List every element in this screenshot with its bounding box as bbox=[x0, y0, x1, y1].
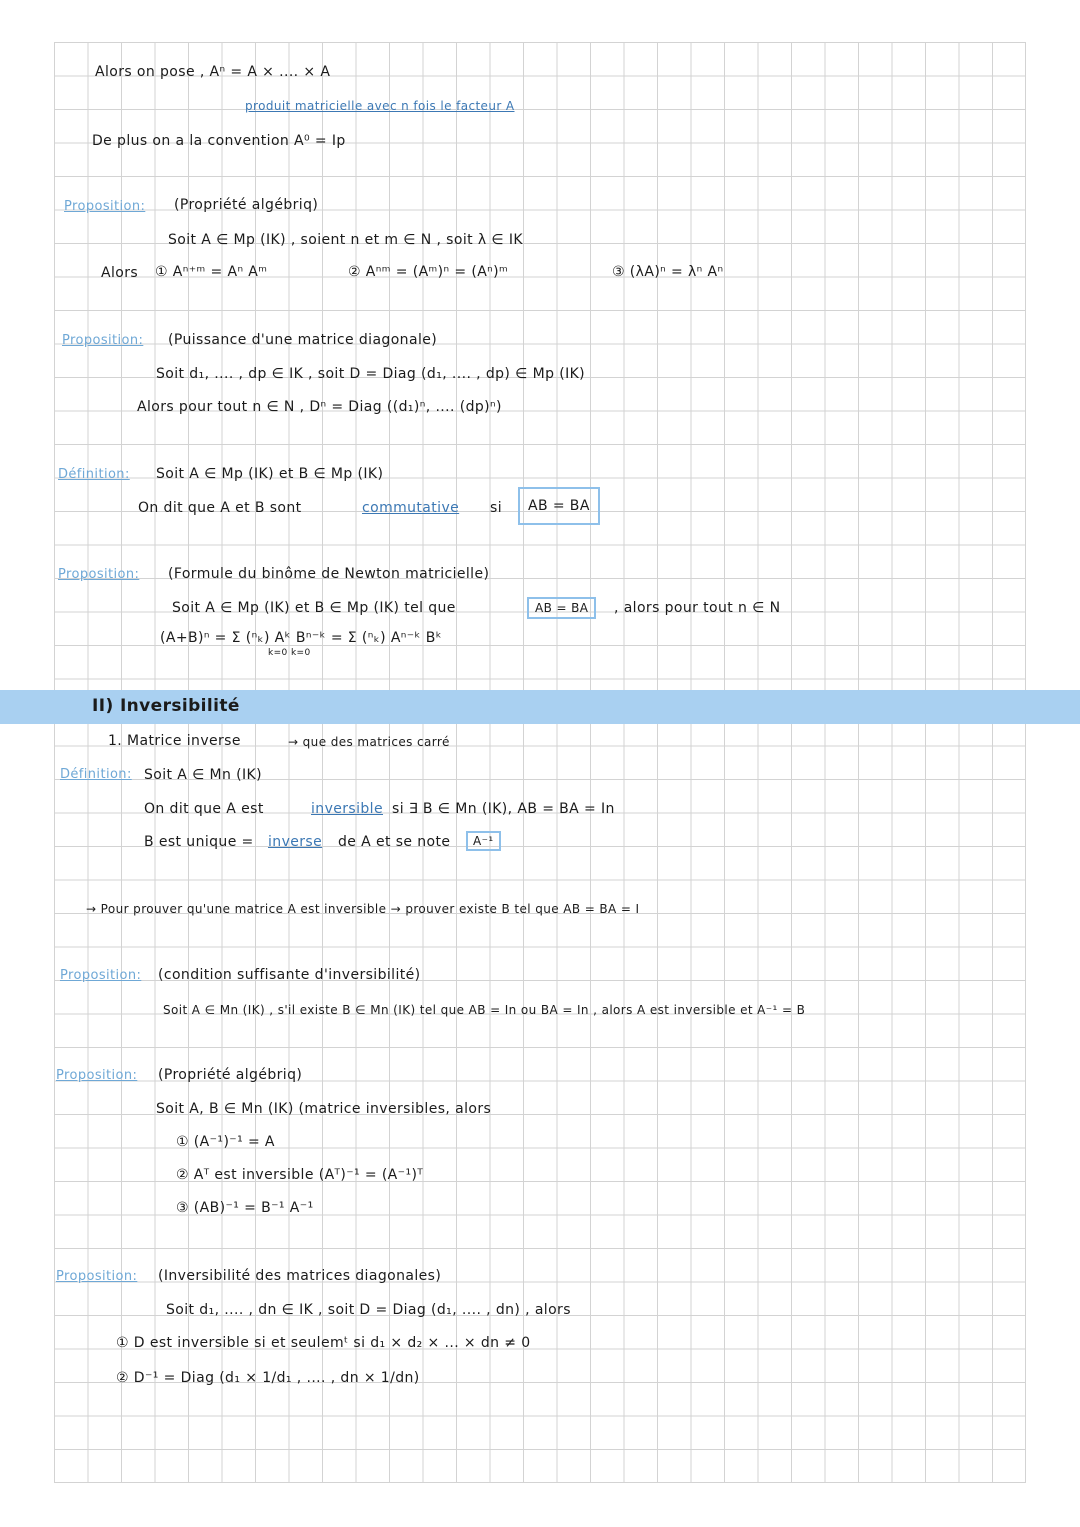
definition-1-term: commutative bbox=[362, 500, 460, 516]
intro-line-2: produit matricielle avec n fois le facteur A bbox=[245, 99, 515, 113]
proposition-5-item-2: ② Aᵀ est inversible (Aᵀ)⁻¹ = (A⁻¹)ᵀ bbox=[176, 1167, 424, 1183]
definition-2-statement-3: si ∃ B ∈ Mn (IK), AB = BA = In bbox=[392, 801, 615, 817]
proposition-3-statement-1: Soit A ∈ Mp (IK) et B ∈ Mp (IK) tel que bbox=[172, 600, 456, 616]
definition-1-boxed-formula: AB = BA bbox=[518, 487, 600, 525]
proposition-3-boxed-formula: AB = BA bbox=[527, 597, 596, 619]
definition-label-2: Définition: bbox=[60, 767, 132, 782]
proposition-2-statement-2: Alors pour tout n ∈ N , Dⁿ = Diag ((d₁)ⁿ, .... (dp)ⁿ) bbox=[137, 399, 502, 415]
definition-2-inverse-term: inverse bbox=[268, 834, 323, 850]
proposition-1-alors: Alors bbox=[101, 265, 139, 281]
proposition-label-5: Proposition: bbox=[56, 1068, 138, 1083]
proposition-5-item-1: ① (A⁻¹)⁻¹ = A bbox=[176, 1134, 275, 1150]
proposition-6-title: (Inversibilité des matrices diagonales) bbox=[158, 1268, 442, 1284]
proposition-2-statement-1: Soit d₁, .... , dp ∈ IK , soit D = Diag (d₁, .... , dp) ∈ Mp (IK) bbox=[156, 366, 586, 382]
definition-2-statement-4: B est unique = bbox=[144, 834, 254, 850]
definition-1-statement-1: Soit A ∈ Mp (IK) et B ∈ Mp (IK) bbox=[156, 466, 384, 482]
definition-2-statement-2: On dit que A est bbox=[144, 801, 264, 817]
proposition-1-item-2: ② Aⁿᵐ = (Aᵐ)ⁿ = (Aⁿ)ᵐ bbox=[348, 264, 509, 280]
proposition-5-item-3: ③ (AB)⁻¹ = B⁻¹ A⁻¹ bbox=[176, 1200, 314, 1216]
proposition-3-formula: (A+B)ⁿ = Σ (ⁿₖ) Aᵏ Bⁿ⁻ᵏ = Σ (ⁿₖ) Aⁿ⁻ᵏ Bᵏ bbox=[160, 630, 443, 646]
proposition-6-item-2: ② D⁻¹ = Diag (d₁ × 1/d₁ , .... , dn × 1/dn) bbox=[116, 1370, 420, 1386]
grid-paper bbox=[54, 42, 1026, 1483]
proposition-6-statement: Soit d₁, .... , dn ∈ IK , soit D = Diag (d₁, .... , dn) , alors bbox=[166, 1302, 571, 1318]
definition-1-si: si bbox=[490, 500, 502, 516]
definition-2-statement-1: Soit A ∈ Mn (IK) bbox=[144, 767, 262, 783]
intro-line-1: Alors on pose , Aⁿ = A × .... × A bbox=[95, 64, 331, 80]
definition-2-boxed-notation: A⁻¹ bbox=[466, 831, 501, 851]
proposition-2-title: (Puissance d'une matrice diagonale) bbox=[168, 332, 438, 348]
proposition-1-item-3: ③ (λA)ⁿ = λⁿ Aⁿ bbox=[612, 264, 724, 280]
proposition-label-6: Proposition: bbox=[56, 1269, 138, 1284]
method-note: → Pour prouver qu'une matrice A est inversible → prouver existe B tel que AB = BA = I bbox=[86, 902, 640, 916]
proposition-label-2: Proposition: bbox=[62, 333, 144, 348]
proposition-6-item-1: ① D est inversible si et seulemᵗ si d₁ × d₂ × ... × dn ≠ 0 bbox=[116, 1335, 531, 1351]
proposition-4-statement: Soit A ∈ Mn (IK) , s'il existe B ∈ Mn (IK) tel que AB = In ou BA = In , alors A est inversible et A⁻¹ = B bbox=[163, 1003, 806, 1017]
definition-2-statement-5: de A et se note bbox=[338, 834, 451, 850]
proposition-label-1: Proposition: bbox=[64, 199, 146, 214]
proposition-3-title: (Formule du binôme de Newton matricielle) bbox=[168, 566, 490, 582]
definition-2-term: inversible bbox=[311, 801, 383, 817]
proposition-5-title: (Propriété algébriq) bbox=[158, 1067, 303, 1083]
proposition-5-statement: Soit A, B ∈ Mn (IK) (matrice inversibles, alors bbox=[156, 1101, 492, 1117]
definition-1-statement-2: On dit que A et B sont bbox=[138, 500, 302, 516]
proposition-1-statement: Soit A ∈ Mp (IK) , soient n et m ∈ N , soit λ ∈ IK bbox=[168, 232, 523, 248]
proposition-label-4: Proposition: bbox=[60, 968, 142, 983]
subsection-heading: 1. Matrice inverse bbox=[108, 733, 241, 749]
proposition-3-sum-index: k=0 k=0 bbox=[268, 648, 311, 658]
proposition-label-3: Proposition: bbox=[58, 567, 140, 582]
proposition-1-item-1: ① Aⁿ⁺ᵐ = Aⁿ Aᵐ bbox=[155, 264, 268, 280]
section-heading: II) Inversibilité bbox=[92, 696, 240, 716]
subsection-note: → que des matrices carré bbox=[288, 735, 450, 749]
proposition-3-statement-2: , alors pour tout n ∈ N bbox=[614, 600, 781, 616]
proposition-1-title: (Propriété algébriq) bbox=[174, 197, 319, 213]
definition-label-1: Définition: bbox=[58, 467, 130, 482]
intro-line-3: De plus on a la convention A⁰ = Ip bbox=[92, 133, 346, 149]
proposition-4-title: (condition suffisante d'inversibilité) bbox=[158, 967, 421, 983]
